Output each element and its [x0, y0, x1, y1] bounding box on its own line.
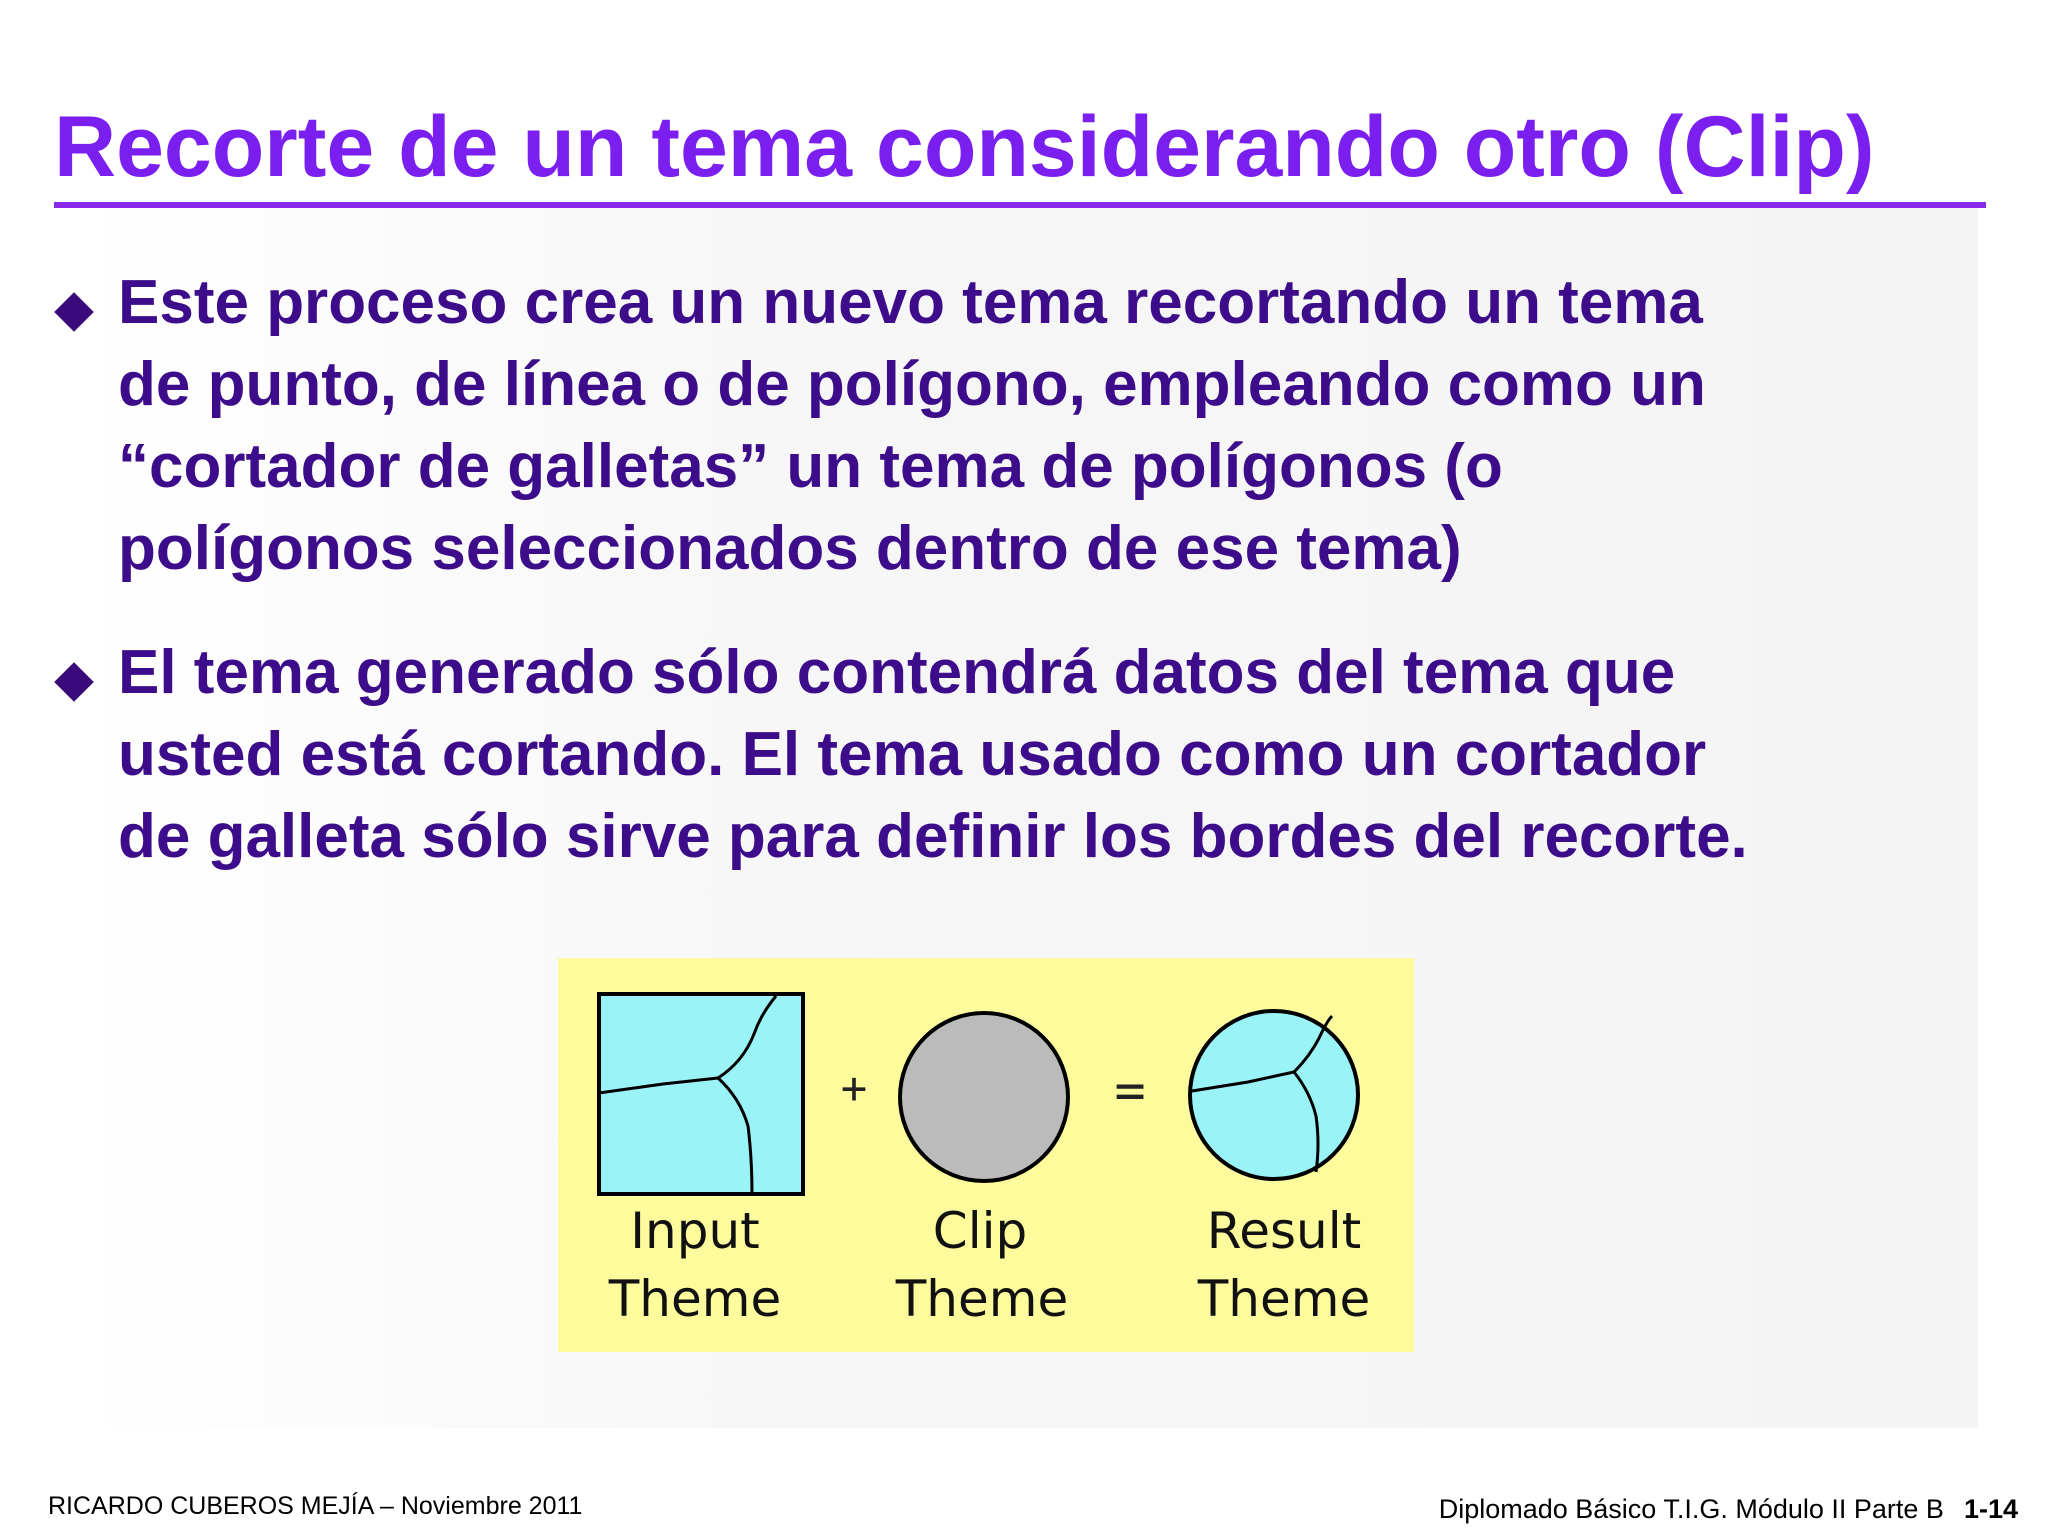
page-number: 1-14	[1963, 1494, 2018, 1524]
slide-title: Recorte de un tema considerando otro (Clip)	[54, 99, 1875, 195]
result-theme-graphic	[1190, 1011, 1358, 1179]
clip-diagram-graphic	[558, 958, 1414, 1352]
bullet-text-2: El tema generado sólo contendrá datos del tema que usted está cortando. El tema usado como un cortador de galleta sólo sirve para definir los bordes del recorte.	[118, 638, 1748, 871]
clip-label-line1: Clip	[932, 1202, 1028, 1260]
equals-sign: =	[1114, 1061, 1146, 1121]
title-underline	[54, 202, 1986, 208]
plus-sign: +	[840, 1063, 868, 1114]
clip-theme-graphic	[900, 1013, 1068, 1181]
clip-diagram	[558, 958, 1414, 1352]
footer-course	[1439, 1494, 2018, 1525]
result-label-line2: Theme	[1197, 1270, 1371, 1328]
input-label-line2: Theme	[608, 1270, 782, 1328]
footer-course-title: Diplomado Básico T.I.G. Módulo II Parte B	[1438, 1494, 1944, 1524]
input-theme-graphic	[599, 994, 803, 1194]
result-label-line1: Result	[1206, 1202, 1362, 1260]
footer-author: RICARDO CUBEROS MEJÍA – Noviembre 2011	[48, 1492, 583, 1520]
clip-label-line2: Theme	[895, 1270, 1069, 1328]
input-label-line1: Input	[630, 1202, 760, 1260]
bullet-text-1: Este proceso crea un nuevo tema recortando un tema de punto, de línea o de polígono, empleando como un “cortador de galletas” un tema de polígonos (o polígonos seleccionados dentro de ese tema)	[118, 268, 1706, 583]
